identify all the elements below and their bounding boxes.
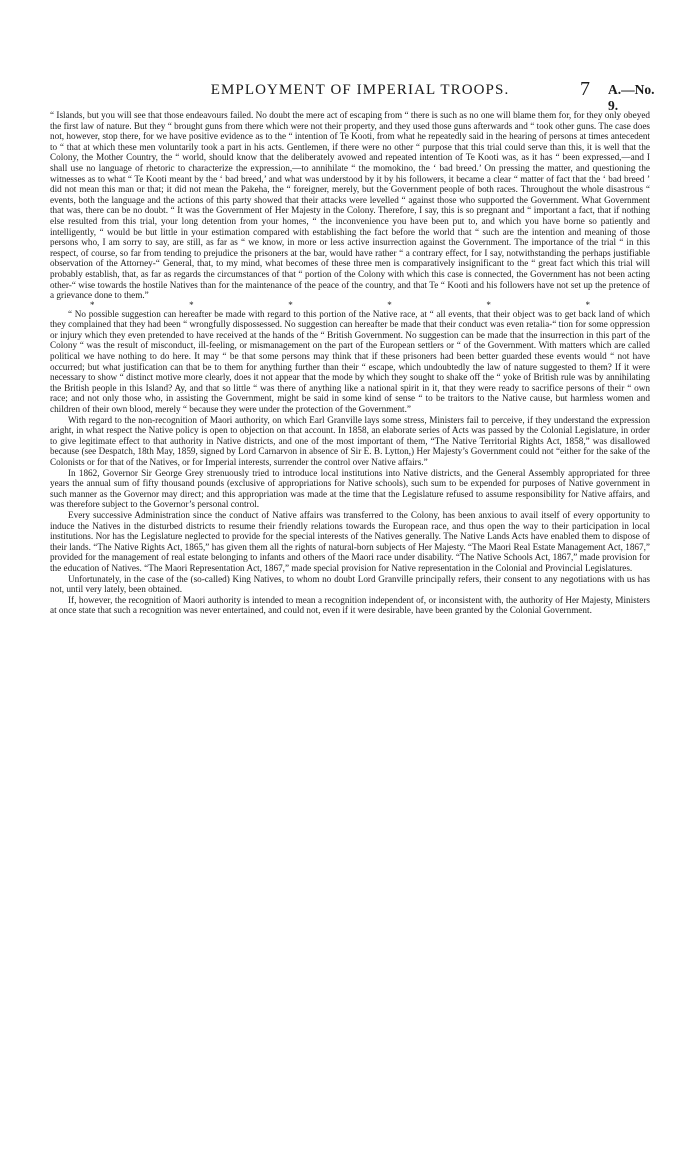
- section-break-stars: [50, 301, 650, 309]
- page-number: 7: [580, 78, 590, 100]
- star: *: [189, 299, 194, 310]
- star: *: [585, 299, 590, 310]
- page-header: [60, 78, 660, 113]
- paragraph: Every successive Administration since the conduct of Native affairs was transferred to the Colony, has been anxious to avail itself of every opportunity to induce the Natives in the disturbed districts to resume their friendly relations towards the European race, and thus open the way to their participation in local institutions. Nor has the Legislature neglected to provide for the special interests of the Natives generally. The Native Lands Acts have enabled them to dispose of their lands. “The Native Rights Act, 1865,” has given them all the rights of natural-born subjects of Her Majesty. “The Maori Real Estate Management Act, 1867,” provided for the management of real estate belonging to infants and others of the Maori race under disability. “The Native Schools Act, 1867,” made provision for the education of Natives. “The Maori Representation Act, 1867,” made special provision for Native representation in the Colonial and Provincial Legislatures.: [50, 509, 650, 573]
- quoted-passage-1: “ Islands, but you will see that those endeavours failed. No doubt the mere act of escaping from “ there is such as no one will blame them for, for they only obeyed the first law of nature. But they “ brought guns from there which were not their property, and they used those guns afterwards and “ took other guns. The case does not, however, stop there, for we have positive evidence as to the “ intention of Te Kooti, from what he repeatedly said in the hearing of persons at times antecedent to “ that at which these men voluntarily took a part in his acts. Gentlemen, if there were no other “ purpose that this trial could serve than this, it is well that the Colony, the Mother Country, the “ world, should know that the deliberately avowed and repeated intention of Te Kooti was, as it has “ been expressed,—and I shall use no language of rhetoric to characterize the expression,—to annihilate “ the momokino, the ‘ bad breed.’ On pressing the matter, and questioning the witnesses as to what “ Te Kooti meant by the ‘ bad breed,’ and what was understood by it by his followers, it became a clear “ matter of fact that the ‘ bad breed ’ did not mean this man or that; it did not mean the Pakeha, the “ foreigner, merely, but the Government people of both races. Throughout the whole disastrous “ events, both the language and the actions of this party showed that their attacks were levelled “ against those who supported the Government. What Government that was, there can be no doubt. “ It was the Government of Her Majesty in the Colony. Therefore, I say, this is so pregnant and “ important a fact, that if nothing else resulted from this trial, your long detention from your homes, “ the inconvenience you have been put to, and which you have borne so patiently and intelligently, “ would be but little in your estimation compared with establishing the fact before the world that “ such are the intention and meaning of those persons who, I am sorry to say, are still, as far as “ we know, in more or less active insurrection against the Government. The importance of the trial “ in this respect, of course, so far from tending to prejudice the prisoners at the bar, would have rather “ a contrary effect, for I say, notwithstanding the perhaps justifiable observation of the Attorney-“ General, that, to my mind, what becomes of these three men is comparatively insignificant to the “ great fact which this trial will probably establish, that, as far as regards the circumstances of that “ portion of the Colony with which this case is connected, the Government has not been acting other-“ wise towards the hostile Natives than for the maintenance of the peace of the country, and that Te “ Kooti and his followers have not set up the pretence of a grievance done to them.”: [50, 110, 650, 301]
- paragraph: If, however, the recognition of Maori authority is intended to mean a recognition independent of, or inconsistent with, the authority of Her Majesty, Ministers at once state that such a recognition was never entertained, and could not, even if it were desirable, have been granted by the Colonial Government.: [50, 594, 650, 616]
- quoted-passage-2: “ No possible suggestion can hereafter be made with regard to this portion of the Native race, at “ all events, that their object was to get back land of which they complained that they had been “ wrongfully dispossessed. No suggestion can hereafter be made that their conduct was even retalia-“ tion for some oppression or injury which they even pretended to have received at the hands of the “ British Government. No suggestion can be made that the insurrection in this part of the Colony “ was the result of misconduct, ill-feeling, or mismanagement on the part of the European settlers or “ of the Government. With matters which are called political we have nothing to do here. It may “ be that some persons may think that if these prisoners had been better guarded these events would “ not have occurred; but what justification can that be to them for anything further than their “ escape, which undoubtedly the law of nature suggested to them? If it were necessary to show “ distinct motive more clearly, does it not appear that the mode by which they sought to shake off the “ yoke of British rule was by annihilating the British people in this Island? Ay, and that so little “ was there of anything like a national spirit in it, that they were ready to sacrifice persons of their “ own race; and not only those who, in assisting the Government, might be said in some kind of sense “ to be traitors to the Native cause, but harmless women and children of their own blood, merely “ because they were under the protection of the Government.”: [50, 308, 650, 415]
- paragraph: With regard to the non-recognition of Maori authority, on which Earl Granville lays some stress, Ministers fail to perceive, if they understand the expression aright, in what respect the Native policy is open to objection on that account. In 1858, an elaborate series of Acts was passed by the Colonial Legislature, in order to give legitimate effect to that authority in Native districts, and one of the most important of them, “The Native Territorial Rights Act, 1858,” was disallowed because (see Despatch, 18th May, 1859, signed by Lord Carnarvon in absence of Sir E. B. Lytton,) Her Majesty’s Government could not “either for the sake of the Colonists or for that of the Natives, or for Imperial interests, surrender the control over Native affairs.”: [50, 414, 650, 467]
- star: *: [387, 299, 392, 310]
- star: *: [486, 299, 491, 310]
- paragraph: In 1862, Governor Sir George Grey strenuously tried to introduce local institutions into Native districts, and the General Assembly appropriated for three years the annual sum of fifty thousand pounds (exclusive of appropriations for Native schools), such sum to be expended for purposes of Native government in such manner as the Governor may direct; and this appropriation was made at the time that the Legislature refused to assume responsibility for Native affairs, and was therefore subject to the Governor’s personal control.: [50, 467, 650, 510]
- paragraph: Unfortunately, in the case of the (so-called) King Natives, to whom no doubt Lord Granville principally refers, their consent to any negotiations with us has not, until very lately, been obtained.: [50, 573, 650, 595]
- page-body: [50, 110, 650, 616]
- running-title: EMPLOYMENT OF IMPERIAL TROOPS.: [210, 82, 510, 98]
- star: *: [90, 299, 95, 310]
- document-reference: A.—No. 9.: [608, 82, 655, 113]
- star: *: [288, 299, 293, 310]
